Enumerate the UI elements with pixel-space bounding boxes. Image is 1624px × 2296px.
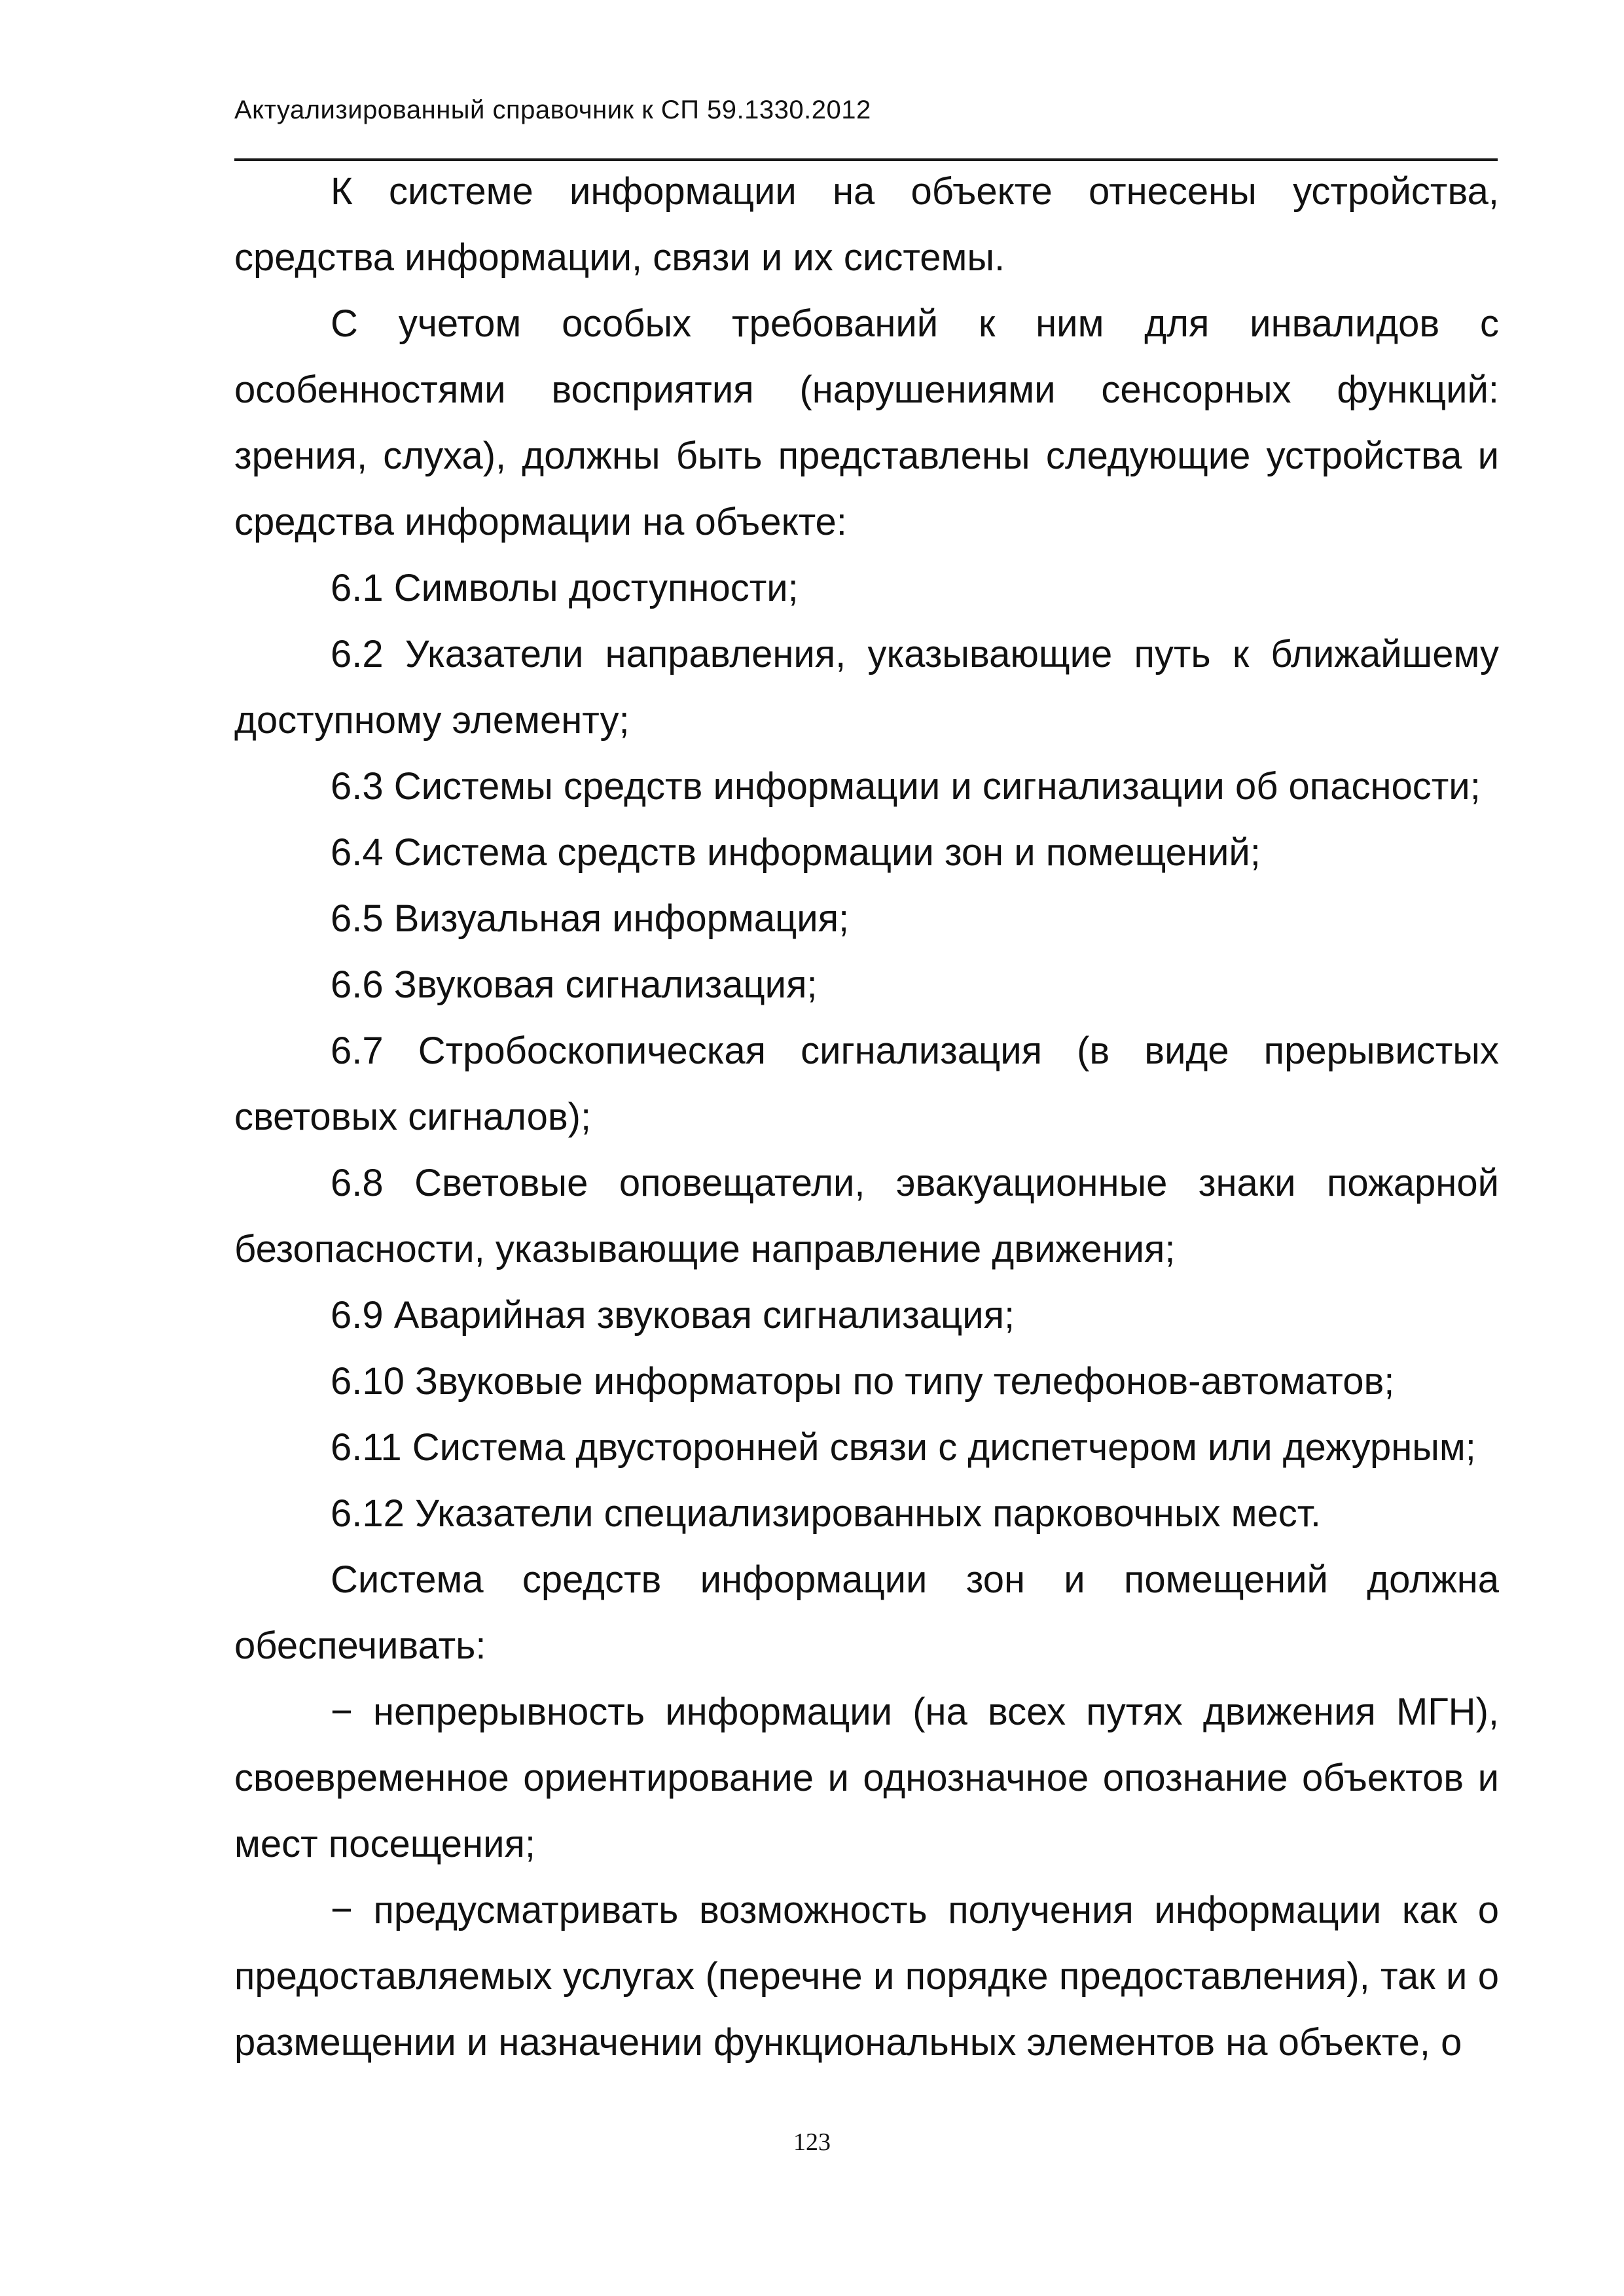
list-item: 6.5 Визуальная информация; [331, 897, 850, 940]
page-number: 123 [793, 2128, 831, 2156]
paragraph: К системе информации на объекте отнесены устройства, средства информации, связи и их системы. [234, 170, 1499, 279]
list-item: 6.3 Системы средств информации и сигнализации об опасности; [331, 765, 1481, 808]
list-item: 6.12 Указатели специализированных парковочных мест. [331, 1492, 1322, 1535]
dash-item: − непрерывность информации (на всех путях движения МГН), своевременное ориентирование и однозначное опознание объектов и мест посещения; [234, 1691, 1499, 1865]
page-body [234, 158, 1499, 2075]
list-item: 6.2 Указатели направления, указывающие путь к ближайшему доступному элементу; [234, 633, 1499, 742]
paragraph: Система средств информации зон и помещений должна обеспечивать: [234, 1558, 1499, 1667]
list-item: 6.7 Стробоскопическая сигнализация (в виде прерывистых световых сигналов); [234, 1030, 1499, 1138]
dash-item: − предусматривать возможность получения информации как о предоставляемых услугах (перечне и порядке предоставления), так и о размещении и назначении функциональных элементов на объекте, о [234, 1889, 1499, 2064]
list-item: 6.4 Система средств информации зон и помещений; [331, 831, 1261, 874]
list-item: 6.11 Система двусторонней связи с диспетчером или дежурным; [331, 1426, 1476, 1469]
paragraph: С учетом особых требований к ним для инвалидов с особенностями восприятия (нарушениями сенсорных функций: зрения, слуха), должны быть представлены следующие устройства и средства информации на объекте: [234, 302, 1499, 543]
list-item: 6.10 Звуковые информаторы по типу телефонов-автоматов; [331, 1360, 1395, 1403]
list-item: 6.6 Звуковая сигнализация; [331, 963, 818, 1006]
list-item: 6.1 Символы доступности; [331, 567, 799, 609]
running-header: Актуализированный справочник к СП 59.1330.2012 [234, 96, 871, 124]
list-item: 6.9 Аварийная звуковая сигнализация; [331, 1294, 1015, 1336]
list-item: 6.8 Световые оповещатели, эвакуационные знаки пожарной безопасности, указывающие направление движения; [234, 1162, 1499, 1270]
